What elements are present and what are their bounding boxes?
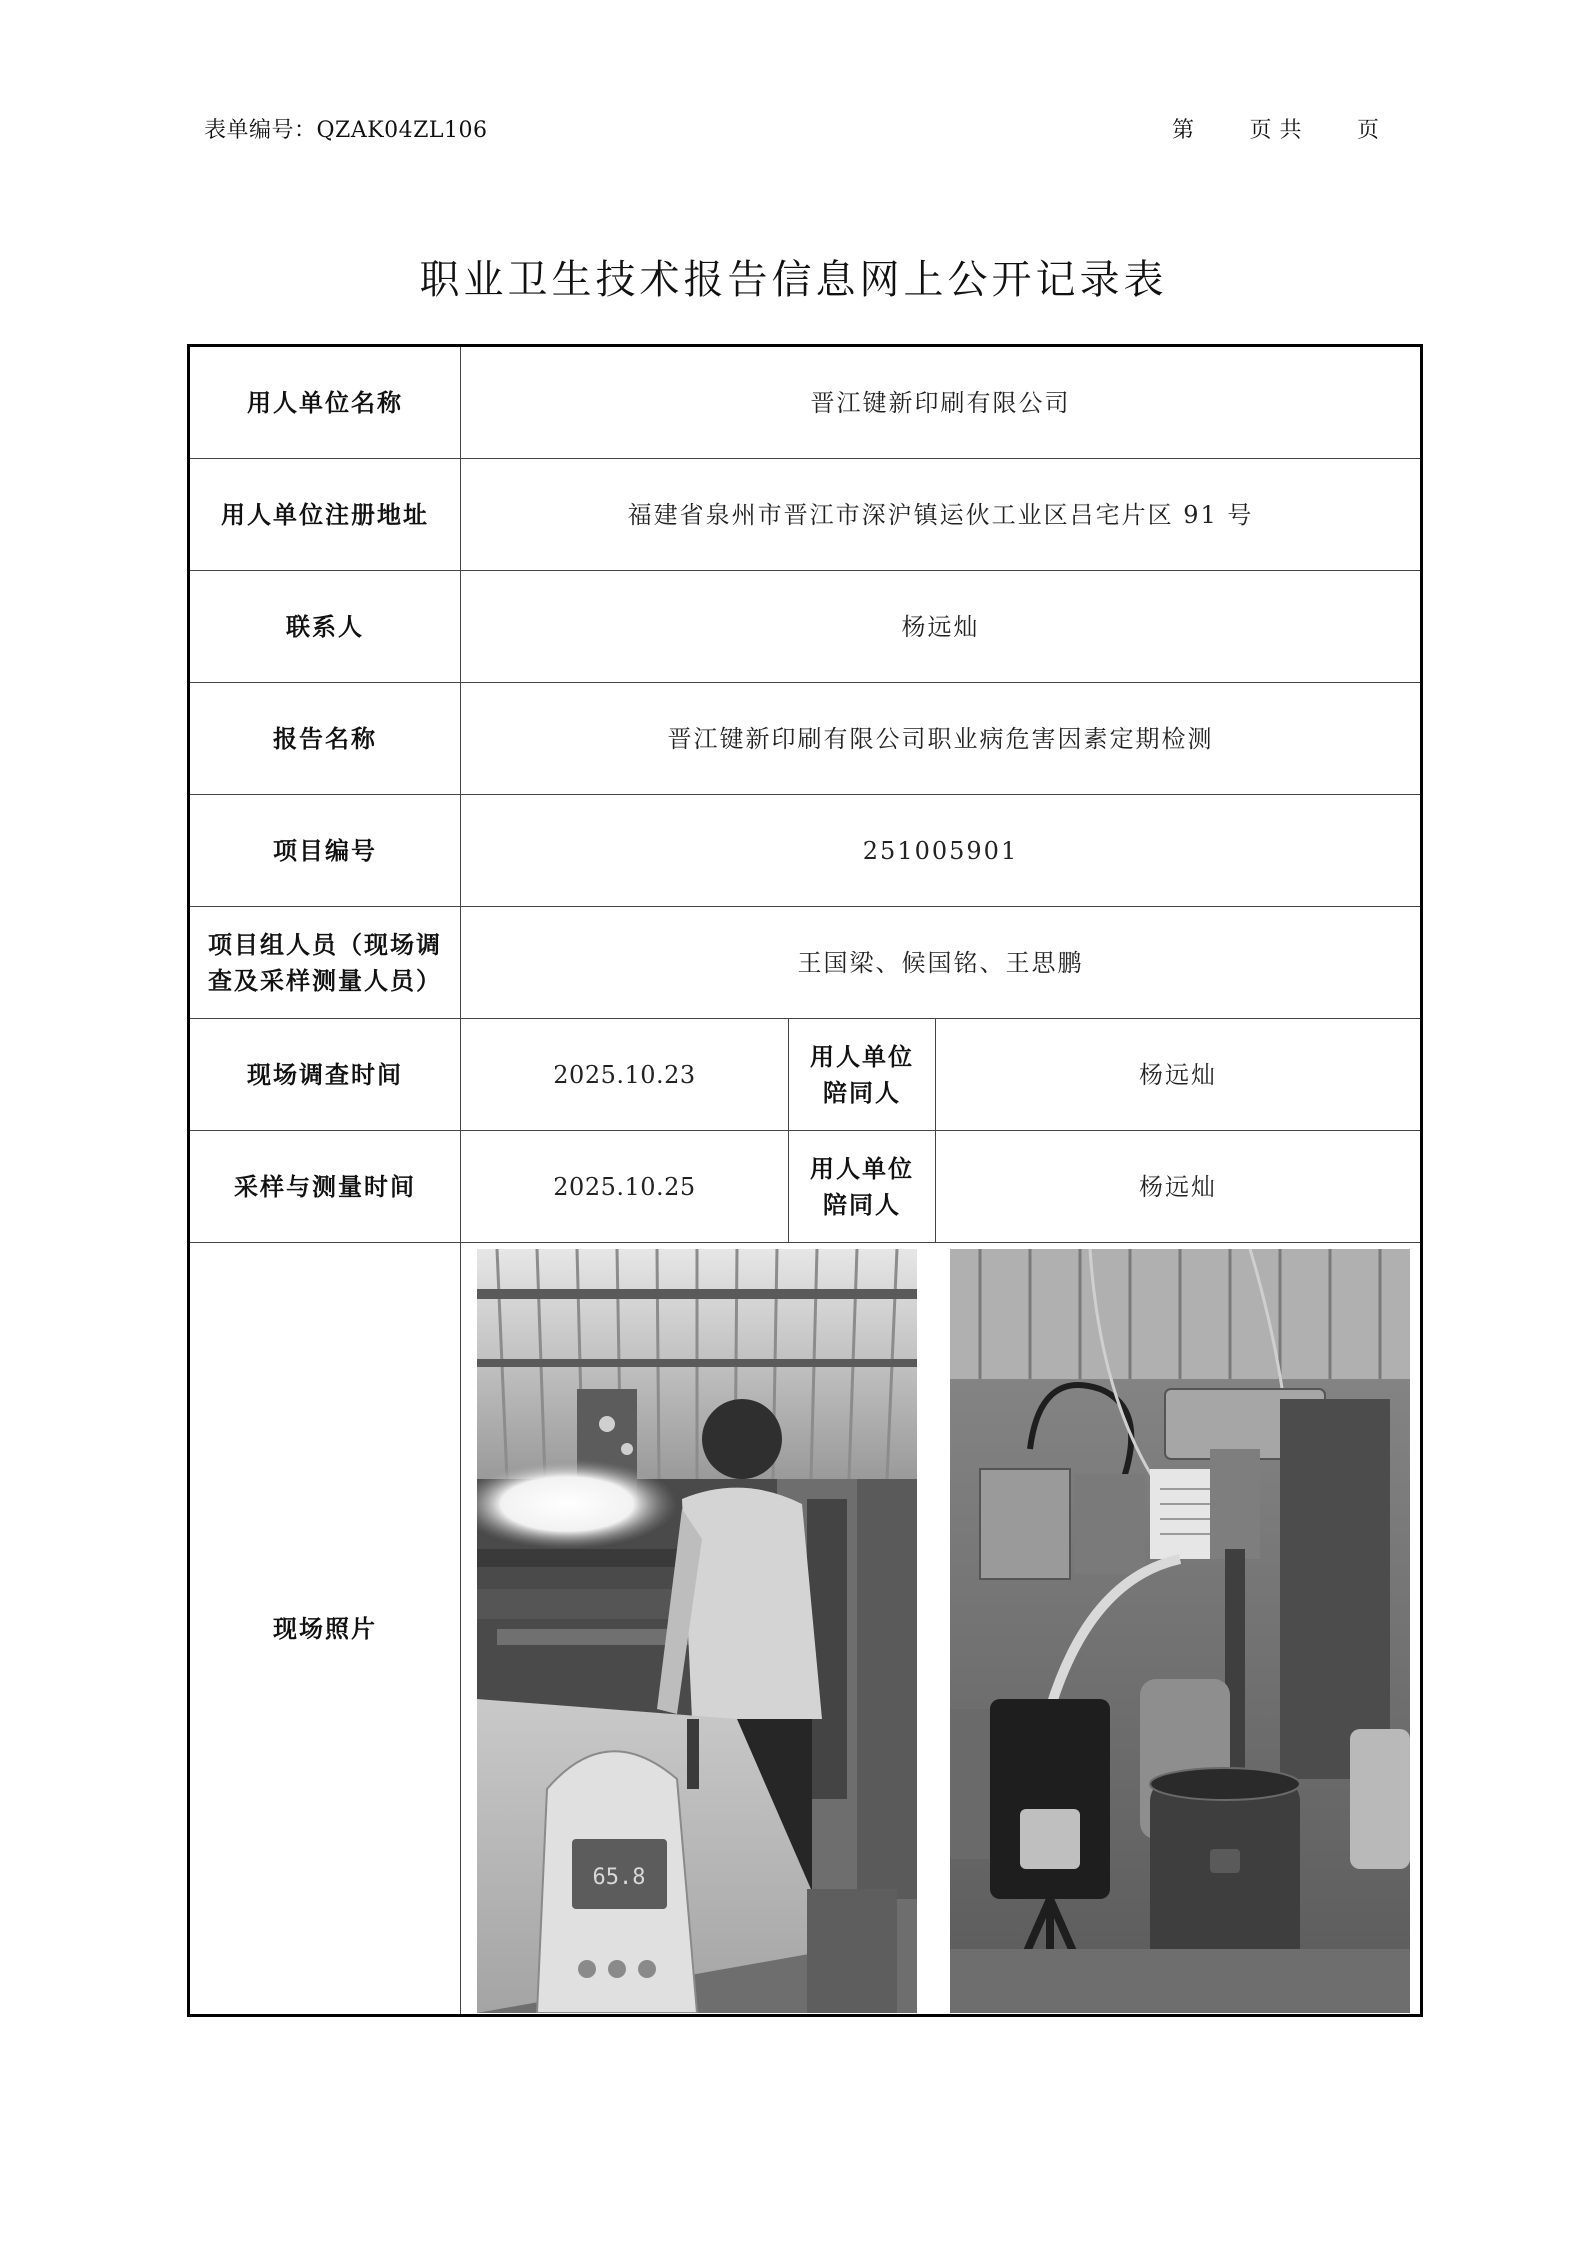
- survey-companion-label: [789, 1019, 936, 1131]
- row-sampling: [189, 1131, 1422, 1243]
- address-label: 用人单位注册地址: [189, 459, 461, 571]
- survey-label: 现场调查时间: [189, 1019, 461, 1131]
- report-value: 晋江键新印刷有限公司职业病危害因素定期检测: [461, 683, 1422, 795]
- sampling-companion-label: [789, 1131, 936, 1243]
- team-label-line1: 项目组人员（现场调: [208, 929, 442, 959]
- contact-value: 杨远灿: [461, 571, 1422, 683]
- project-no-value: 251005901: [461, 795, 1422, 907]
- row-survey: [189, 1019, 1422, 1131]
- row-contact: [189, 571, 1422, 683]
- contact-label: 联系人: [189, 571, 461, 683]
- survey-date: 2025.10.23: [461, 1019, 789, 1131]
- row-unit-name: [189, 346, 1422, 459]
- site-photo-mixing-equipment: [950, 1249, 1410, 2013]
- unit-name-value: 晋江键新印刷有限公司: [461, 346, 1422, 459]
- survey-companion: 杨远灿: [936, 1019, 1422, 1131]
- photos-cell: [461, 1243, 1422, 2016]
- row-team: [189, 907, 1422, 1019]
- survey-companion-label-line1: 用人单位: [810, 1041, 914, 1071]
- address-value: 福建省泉州市晋江市深沪镇运伙工业区吕宅片区 91 号: [461, 459, 1422, 571]
- site-photo-mixing-equipment-image: [950, 1249, 1410, 2013]
- sampling-companion: 杨远灿: [936, 1131, 1422, 1243]
- site-photo-noise-measurement: [477, 1249, 917, 2013]
- sampling-label: 采样与测量时间: [189, 1131, 461, 1243]
- team-label-line2: 查及采样测量人员）: [208, 965, 442, 995]
- sampling-companion-label-line2: 陪同人: [823, 1189, 901, 1219]
- form-number: 表单编号：QZAK04ZL106: [204, 118, 488, 143]
- team-value: 王国梁、候国铭、王思鹏: [461, 907, 1422, 1019]
- unit-name-label: 用人单位名称: [189, 346, 461, 459]
- sampling-companion-label-line1: 用人单位: [810, 1153, 914, 1183]
- row-address: [189, 459, 1422, 571]
- page-ye-gong: 页 共: [1249, 118, 1303, 143]
- team-label: [189, 907, 461, 1019]
- project-no-label: 项目编号: [189, 795, 461, 907]
- record-table: [187, 344, 1423, 2017]
- site-photo-noise-measurement-image: [477, 1249, 917, 2013]
- row-report: [189, 683, 1422, 795]
- document-title: 职业卫生技术报告信息网上公开记录表: [419, 257, 1168, 303]
- page-indicator: [1172, 113, 1380, 144]
- survey-companion-label-line2: 陪同人: [823, 1077, 901, 1107]
- row-project-no: [189, 795, 1422, 907]
- sampling-date: 2025.10.25: [461, 1131, 789, 1243]
- page-ye: 页: [1357, 118, 1380, 143]
- sound-meter-reading: 65.8: [592, 1865, 646, 1890]
- photos-label: 现场照片: [189, 1243, 461, 2016]
- row-photos: [189, 1243, 1422, 2016]
- page-di: 第: [1172, 118, 1195, 143]
- report-label: 报告名称: [189, 683, 461, 795]
